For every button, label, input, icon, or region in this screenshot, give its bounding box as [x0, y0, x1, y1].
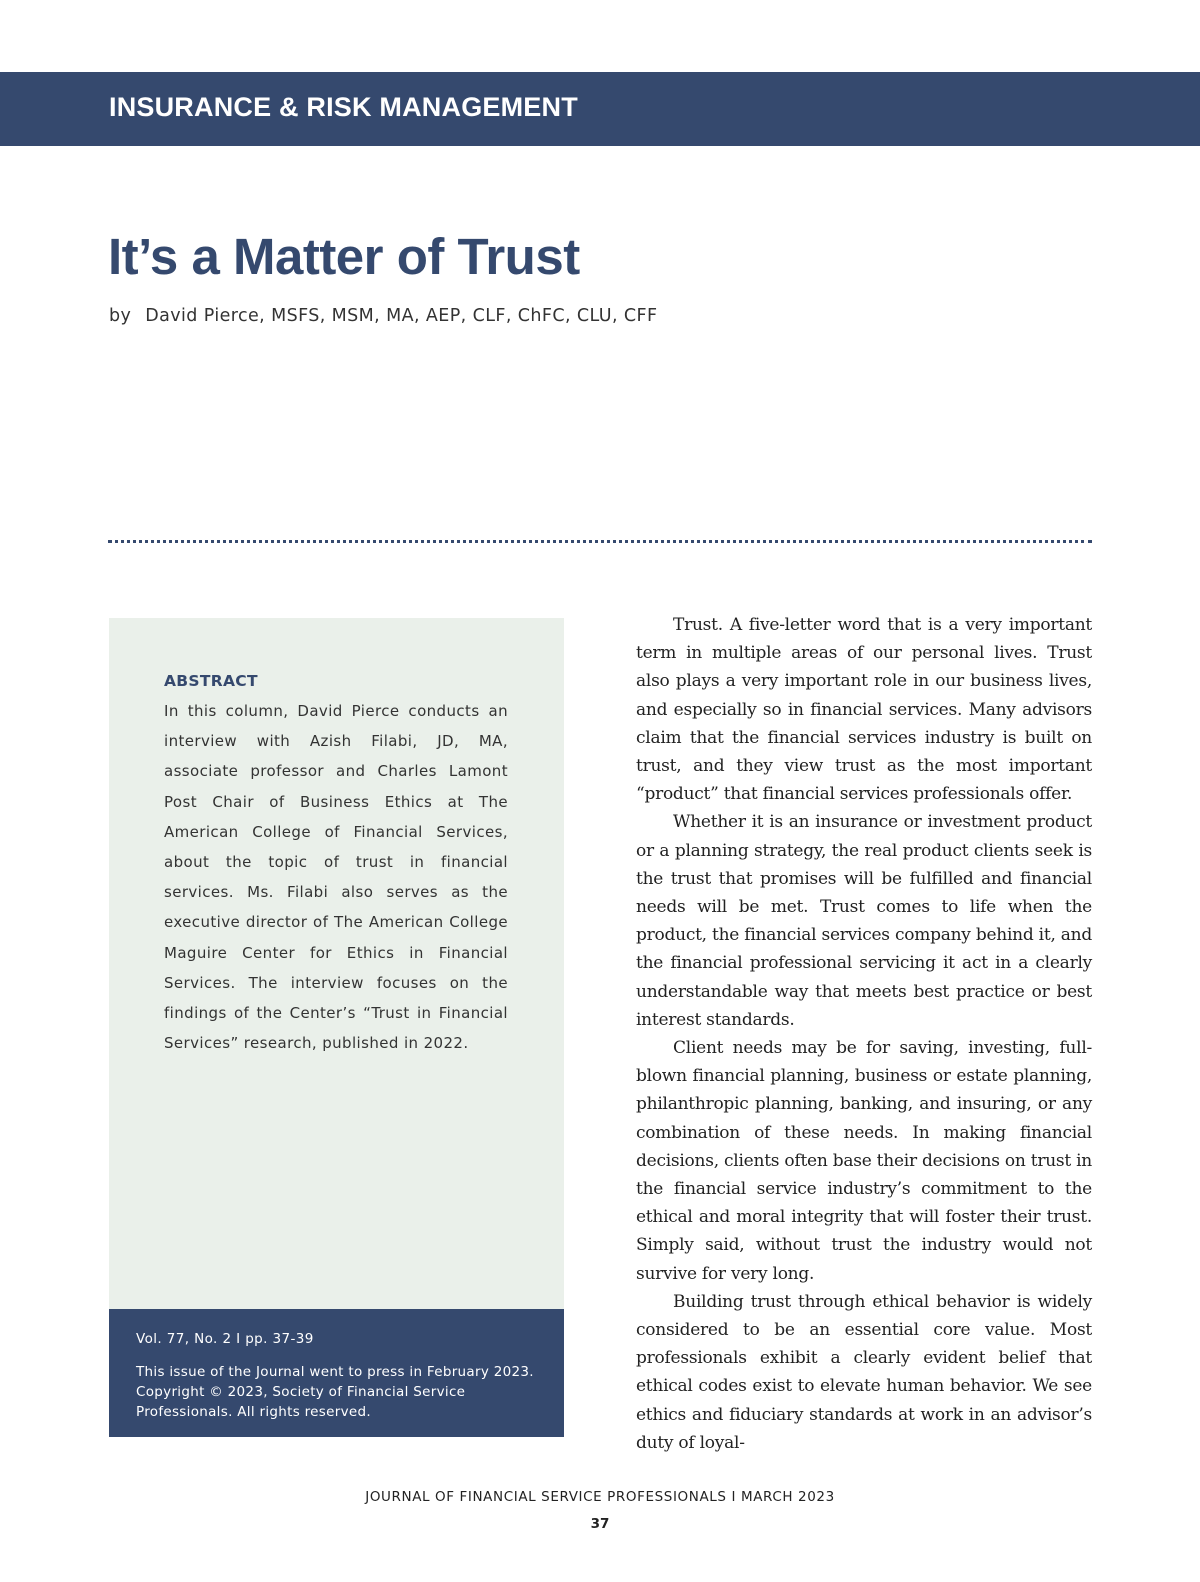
article-paragraph: Building trust through ethical behavior is widely considered to be an essential core value. Most professionals exhibit a clearly evident belief that ethical codes exist to elevate human behavior. We see ethics and fiduciary standards at work in an advisor’s duty of loyal-: [636, 1291, 1092, 1453]
section-label: INSURANCE & RISK MANAGEMENT: [109, 92, 578, 122]
publication-info-panel: [109, 1309, 564, 1437]
article-paragraph: Trust. A five-letter word that is a very important term in multiple areas of our personal lives. Trust also plays a very important role in our business lives, and especially so in financial services. Many advisors claim that the financial services industry is built on trust, and they view trust as the most important “product” that financial services professionals offer.: [636, 615, 1092, 805]
byline: [109, 306, 657, 326]
abstract-heading: ABSTRACT: [164, 672, 258, 690]
section-banner: [0, 72, 1200, 146]
dotted-divider: [108, 540, 1092, 543]
author-name: David Pierce, MSFS, MSM, MA, AEP, CLF, ChFC, CLU, CFF: [145, 306, 658, 326]
article-paragraph: Whether it is an insurance or investment product or a planning strategy, the real product clients seek is the trust that promises will be fulfilled and financial needs will be met. Trust comes to life when the product, the financial services company behind it, and the financial professional servicing it act in a clearly understandable way that meets best practice or best interest standards.: [636, 812, 1092, 1030]
abstract-body: In this column, David Pierce conducts an interview with Azish Filabi, JD, MA, associate professor and Charles Lamont Post Chair of Business Ethics at The American College of Financial Services, about the topic of trust in financial services. Ms. Filabi also serves as the executive director of The American College Maguire Center for Ethics in Financial Services. The interview focuses on the findings of the Center’s “Trust in Financial Services” research, published in 2022.: [164, 702, 508, 1053]
abstract-panel: [109, 618, 564, 1309]
press-note: This issue of the Journal went to press in February 2023. Copyright © 2023, Society of Financial Service Professionals. All rights reserved.: [136, 1364, 534, 1420]
article-paragraph: Client needs may be for saving, investing, full-blown financial planning, business or estate planning, philanthropic planning, banking, and insuring, or any combination of these needs. In making financial decisions, clients often base their decisions on trust in the financial service industry’s commitment to the ethical and moral integrity that will foster their trust. Simply said, without trust the industry would not survive for very long.: [636, 1038, 1092, 1284]
article-body: [636, 611, 1092, 1457]
footer-journal-name: JOURNAL OF FINANCIAL SERVICE PROFESSIONALS I MARCH 2023: [365, 1489, 835, 1505]
article-title: It’s a Matter of Trust: [108, 228, 580, 285]
page-number: 37: [590, 1516, 610, 1532]
volume-info: Vol. 77, No. 2 I pp. 37-39: [136, 1331, 314, 1347]
byline-prefix: by: [109, 306, 132, 326]
